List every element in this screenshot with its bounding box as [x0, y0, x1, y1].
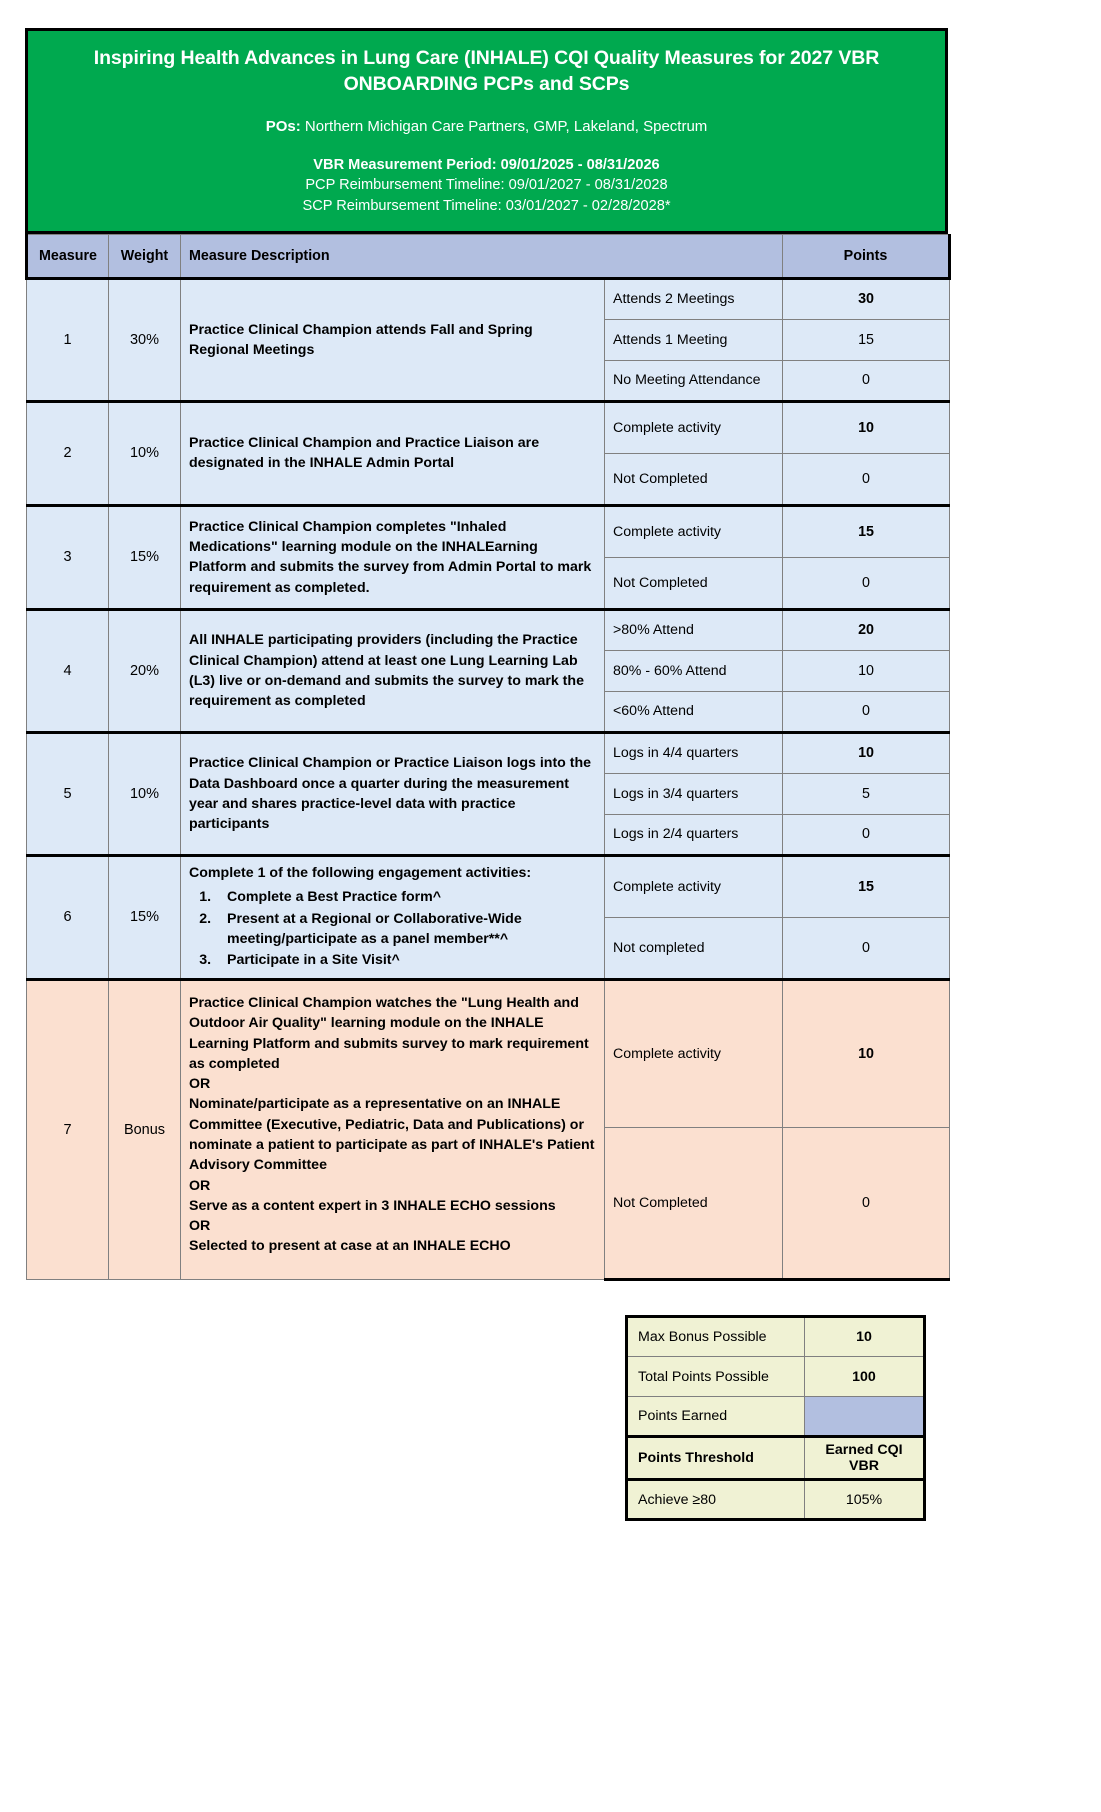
bonus-option-2: Nominate/participate as a representative on an INHALE Committee (Executive, Pediatric, Data and Publications) or nominate a patient to participate as part of INHALE's Patient Advisory Committee	[189, 1096, 595, 1174]
bonus-or-2: OR	[189, 1177, 211, 1194]
summary-label: Points Earned	[627, 1397, 805, 1437]
col-header-measure: Measure	[27, 234, 109, 278]
participating-organizations	[42, 117, 931, 137]
scp-reimbursement-timeline: SCP Reimbursement Timeline: 03/01/2027 - 02/28/2028*	[302, 198, 671, 215]
measure-weight: 30%	[109, 278, 181, 401]
criteria-points: 15	[783, 505, 950, 557]
summary-value: 10	[805, 1317, 925, 1357]
criteria-label: Not Completed	[605, 453, 783, 505]
measure-description: Practice Clinical Champion attends Fall and Spring Regional Meetings	[181, 278, 605, 401]
bonus-option-3: Serve as a content expert in 3 INHALE ECHO sessions	[189, 1197, 556, 1214]
measure-description: All INHALE participating providers (including the Practice Clinical Champion) attend at least one Lung Learning Lab (L3) live or on-demand and submits the survey to mark the requirement as completed	[181, 609, 605, 732]
bonus-option-1: Practice Clinical Champion watches the "Lung Health and Outdoor Air Quality" learning module on the INHALE Learning Platform and submits survey to mark requirement as completed	[189, 994, 589, 1072]
table-row	[27, 732, 950, 773]
col-header-weight: Weight	[109, 234, 181, 278]
timeline-block	[42, 155, 931, 217]
criteria-label: Complete activity	[605, 401, 783, 453]
bonus-or-1: OR	[189, 1076, 211, 1093]
table-row	[27, 401, 950, 453]
summary-row-achieve	[627, 1480, 925, 1520]
measure-number: 5	[27, 732, 109, 855]
criteria-points: 10	[783, 401, 950, 453]
quality-measures-document	[25, 28, 948, 1508]
summary-label: Max Bonus Possible	[627, 1317, 805, 1357]
summary-label: Achieve ≥80	[627, 1480, 805, 1520]
criteria-label: Attends 2 Meetings	[605, 278, 783, 319]
summary-panel	[625, 1315, 923, 1521]
measure-description: Practice Clinical Champion completes "Inhaled Medications" learning module on the INHALEarning Platform and submits the survey from Admin Portal to mark requirement as completed.	[181, 505, 605, 609]
summary-value: 105%	[805, 1480, 925, 1520]
criteria-label: Not Completed	[605, 557, 783, 609]
criteria-label: Complete activity	[605, 855, 783, 917]
criteria-label: No Meeting Attendance	[605, 360, 783, 401]
measure-number: 2	[27, 401, 109, 505]
measure-number: 3	[27, 505, 109, 609]
criteria-label: Complete activity	[605, 979, 783, 1127]
criteria-points: 0	[783, 360, 950, 401]
criteria-points: 0	[783, 1127, 950, 1279]
criteria-label: Attends 1 Meeting	[605, 319, 783, 360]
measure-description	[181, 979, 605, 1279]
measure-weight: Bonus	[109, 979, 181, 1279]
table-header-row	[27, 234, 950, 278]
criteria-points: 10	[783, 979, 950, 1127]
measurement-period: VBR Measurement Period: 09/01/2025 - 08/31/2026	[313, 156, 660, 173]
criteria-points: 20	[783, 609, 950, 650]
pcp-reimbursement-timeline: PCP Reimbursement Timeline: 09/01/2027 - 08/31/2028	[305, 177, 668, 194]
table-row	[27, 278, 950, 319]
measure-description: Practice Clinical Champion or Practice Liaison logs into the Data Dashboard once a quarter during the measurement year and shares practice-level data with practice participants	[181, 732, 605, 855]
document-title	[42, 43, 931, 97]
criteria-points: 15	[783, 319, 950, 360]
measure-number: 6	[27, 855, 109, 979]
col-header-description: Measure Description	[181, 234, 783, 278]
criteria-label: Logs in 3/4 quarters	[605, 773, 783, 814]
list-item: 2. Present at a Regional or Collaborative-Wide meeting/participate as a panel member**^	[215, 909, 596, 950]
criteria-points: 0	[783, 557, 950, 609]
measure-description	[181, 855, 605, 979]
engagement-intro: Complete 1 of the following engagement activities:	[189, 865, 532, 882]
measure-description: Practice Clinical Champion and Practice Liaison are designated in the INHALE Admin Portal	[181, 401, 605, 505]
table-row	[27, 609, 950, 650]
criteria-label: Logs in 2/4 quarters	[605, 814, 783, 855]
bonus-option-4: Selected to present at case at an INHALE ECHO	[189, 1238, 511, 1255]
measure-number: 4	[27, 609, 109, 732]
criteria-label: Not Completed	[605, 1127, 783, 1279]
document-title-line1: Inspiring Health Advances in Lung Care (INHALE) CQI Quality Measures for 2027 VBR	[93, 47, 880, 69]
summary-label: Points Threshold	[627, 1437, 805, 1480]
points-earned-input[interactable]	[805, 1397, 925, 1437]
measure-number: 1	[27, 278, 109, 401]
criteria-points: 0	[783, 691, 950, 732]
table-row	[27, 505, 950, 557]
measures-table	[25, 234, 951, 1281]
measure-weight: 15%	[109, 855, 181, 979]
summary-label: Total Points Possible	[627, 1357, 805, 1397]
table-row	[27, 855, 950, 917]
criteria-label: Not completed	[605, 917, 783, 979]
list-item: 3. Participate in a Site Visit^	[215, 950, 596, 970]
criteria-label: >80% Attend	[605, 609, 783, 650]
measure-weight: 10%	[109, 732, 181, 855]
measure-weight: 10%	[109, 401, 181, 505]
measure-weight: 15%	[109, 505, 181, 609]
criteria-label: Complete activity	[605, 505, 783, 557]
pos-value: Northern Michigan Care Partners, GMP, Lakeland, Spectrum	[300, 118, 708, 136]
summary-table	[625, 1315, 926, 1521]
measure-number: 7	[27, 979, 109, 1279]
criteria-points: 0	[783, 814, 950, 855]
table-row	[27, 979, 950, 1127]
engagement-activities-list	[189, 887, 596, 970]
criteria-points: 10	[783, 650, 950, 691]
criteria-points: 10	[783, 732, 950, 773]
list-item: 1. Complete a Best Practice form^	[215, 887, 596, 907]
summary-value: 100	[805, 1357, 925, 1397]
measure-weight: 20%	[109, 609, 181, 732]
summary-row-points-earned	[627, 1397, 925, 1437]
criteria-label: Logs in 4/4 quarters	[605, 732, 783, 773]
criteria-points: 0	[783, 453, 950, 505]
document-title-line2: ONBOARDING PCPs and SCPs	[343, 73, 630, 96]
criteria-points: 5	[783, 773, 950, 814]
col-header-points: Points	[783, 234, 950, 278]
summary-row-total-points	[627, 1357, 925, 1397]
criteria-label: 80% - 60% Attend	[605, 650, 783, 691]
summary-row-points-threshold	[627, 1437, 925, 1480]
bonus-or-3: OR	[189, 1218, 211, 1235]
summary-value: Earned CQI VBR	[805, 1437, 925, 1480]
criteria-points: 0	[783, 917, 950, 979]
pos-label: POs:	[265, 118, 301, 136]
criteria-points: 30	[783, 278, 950, 319]
criteria-label: <60% Attend	[605, 691, 783, 732]
criteria-points: 15	[783, 855, 950, 917]
document-header-banner	[25, 28, 948, 234]
summary-row-max-bonus	[627, 1317, 925, 1357]
